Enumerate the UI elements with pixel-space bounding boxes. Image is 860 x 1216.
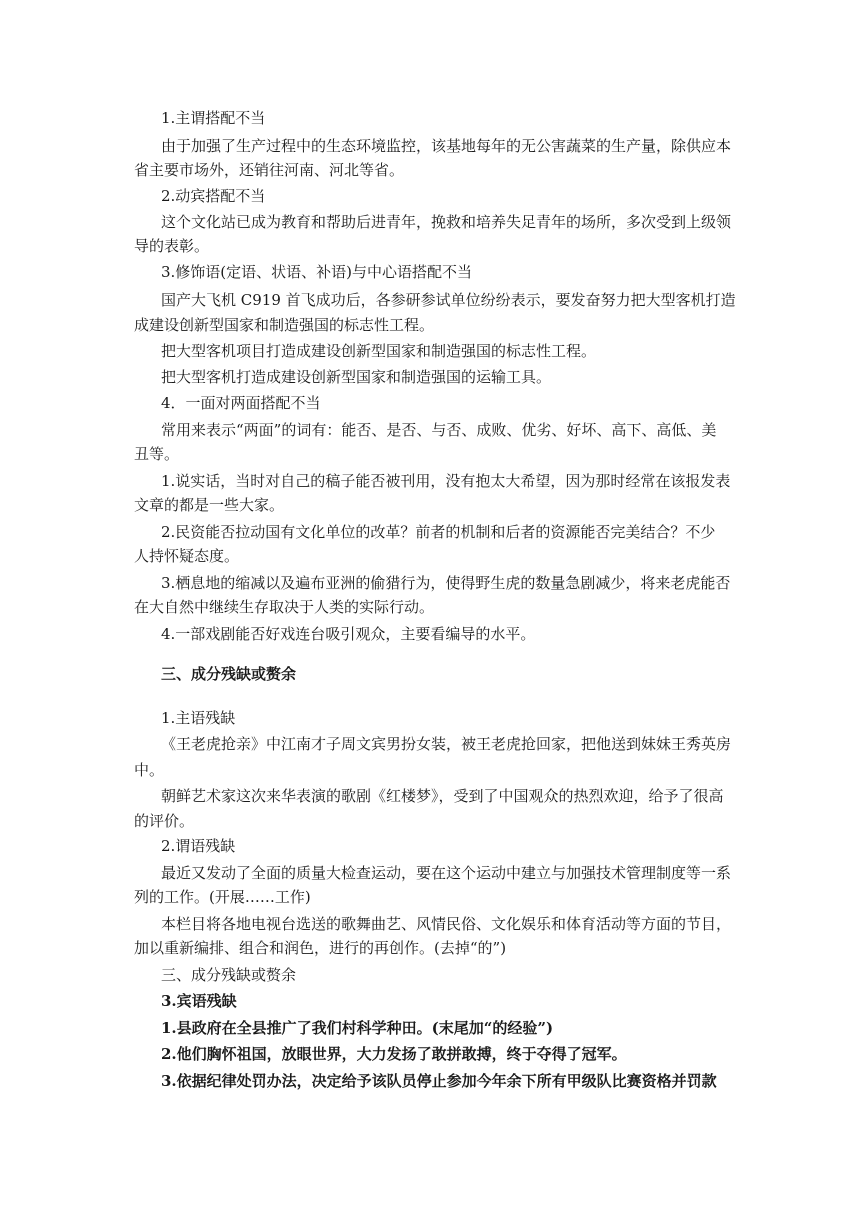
paragraph-line: 这个文化站已成为教育和帮助后进青年，挽救和培养失足青年的场所，多次受到上级领 <box>161 213 732 231</box>
subheading-subject-predicate: 1.主谓搭配不当 <box>161 109 266 127</box>
subheading-verb-object: 2.动宾搭配不当 <box>161 187 266 205</box>
paragraph-line: 成建设创新型国家和制造强国的标志性工程。 <box>134 316 435 334</box>
paragraph-line: 列的工作。(开展……工作) <box>134 888 311 906</box>
paragraph-line: 把大型客机打造成建设创新型国家和制造强国的运输工具。 <box>161 368 552 386</box>
subheading-subject-missing: 1.主语残缺 <box>161 709 236 727</box>
paragraph-line: 《王老虎抢亲》中江南才子周文宾男扮女装，被王老虎抢回家，把他送到妹妹王秀英房 <box>161 735 732 753</box>
paragraph-line: 导的表彰。 <box>134 237 210 255</box>
paragraph-line: 常用来表示“两面”的词有：能否、是否、与否、成败、优劣、好坏、高下、高低、美 <box>161 421 717 439</box>
paragraph-line: 1.说实话，当时对自己的稿子能否被刊用，没有抱太大希望，因为那时经常在该报发表 <box>161 472 731 490</box>
paragraph-line: 2.民资能否拉动国有文化单位的改革？前者的机制和后者的资源能否完美结合？不少 <box>161 523 716 541</box>
paragraph-line: 朝鲜艺术家这次来华表演的歌剧《红楼梦》，受到了中国观众的热烈欢迎，给予了很高 <box>161 787 724 805</box>
paragraph-line: 由于加强了生产过程中的生态环境监控，该基地每年的无公害蔬菜的生产量，除供应本 <box>161 137 732 155</box>
section-heading-repeat: 三、成分残缺或赘余 <box>161 966 297 984</box>
paragraph-line: 在大自然中继续生存取决于人类的实际行动。 <box>134 598 435 616</box>
example-line: 2.他们胸怀祖国，放眼世界，大力发扬了敢拼敢搏，终于夺得了冠军。 <box>161 1045 627 1063</box>
paragraph-line: 4.一部戏剧能否好戏连台吸引观众，主要看编导的水平。 <box>161 625 536 643</box>
paragraph-line: 加以重新编排、组合和润色，进行的再创作。(去掉“的”) <box>134 939 507 957</box>
paragraph-line: 的评价。 <box>134 812 195 830</box>
paragraph-line: 丑等。 <box>134 445 180 463</box>
paragraph-line: 3.栖息地的缩减以及遍布亚洲的偷猎行为，使得野生虎的数量急剧减少，将来老虎能否 <box>161 574 731 592</box>
subheading-object-missing: 3.宾语残缺 <box>161 992 237 1010</box>
example-line: 3.依据纪律处罚办法，决定给予该队员停止参加今年余下所有甲级队比赛资格并罚款 <box>161 1072 717 1090</box>
subheading-modifier: 3.修饰语(定语、状语、补语)与中心语搭配不当 <box>161 263 473 281</box>
paragraph-line: 省主要市场外，还销往河南、河北等省。 <box>134 161 405 179</box>
example-line: 1.县政府在全县推广了我们村科学种田。(末尾加“的经验”) <box>161 1019 554 1037</box>
paragraph-line: 国产大飞机 C919 首飞成功后，各参研参试单位纷纷表示，要发奋努力把大型客机打造 <box>161 291 736 309</box>
paragraph-line: 文章的都是一些大家。 <box>134 496 285 514</box>
paragraph-line: 人持怀疑态度。 <box>134 547 240 565</box>
paragraph-line: 中。 <box>134 761 165 779</box>
subheading-predicate-missing: 2.谓语残缺 <box>161 837 236 855</box>
subheading-one-vs-two: 4．一面对两面搭配不当 <box>161 394 321 412</box>
paragraph-line: 把大型客机项目打造成建设创新型国家和制造强国的标志性工程。 <box>161 342 597 360</box>
section-heading: 三、成分残缺或赘余 <box>161 665 297 683</box>
paragraph-line: 本栏目将各地电视台选送的歌舞曲艺、风情民俗、文化娱乐和体育活动等方面的节目， <box>161 915 732 933</box>
paragraph-line: 最近又发动了全面的质量大检查运动，要在这个运动中建立与加强技术管理制度等一系 <box>161 864 732 882</box>
